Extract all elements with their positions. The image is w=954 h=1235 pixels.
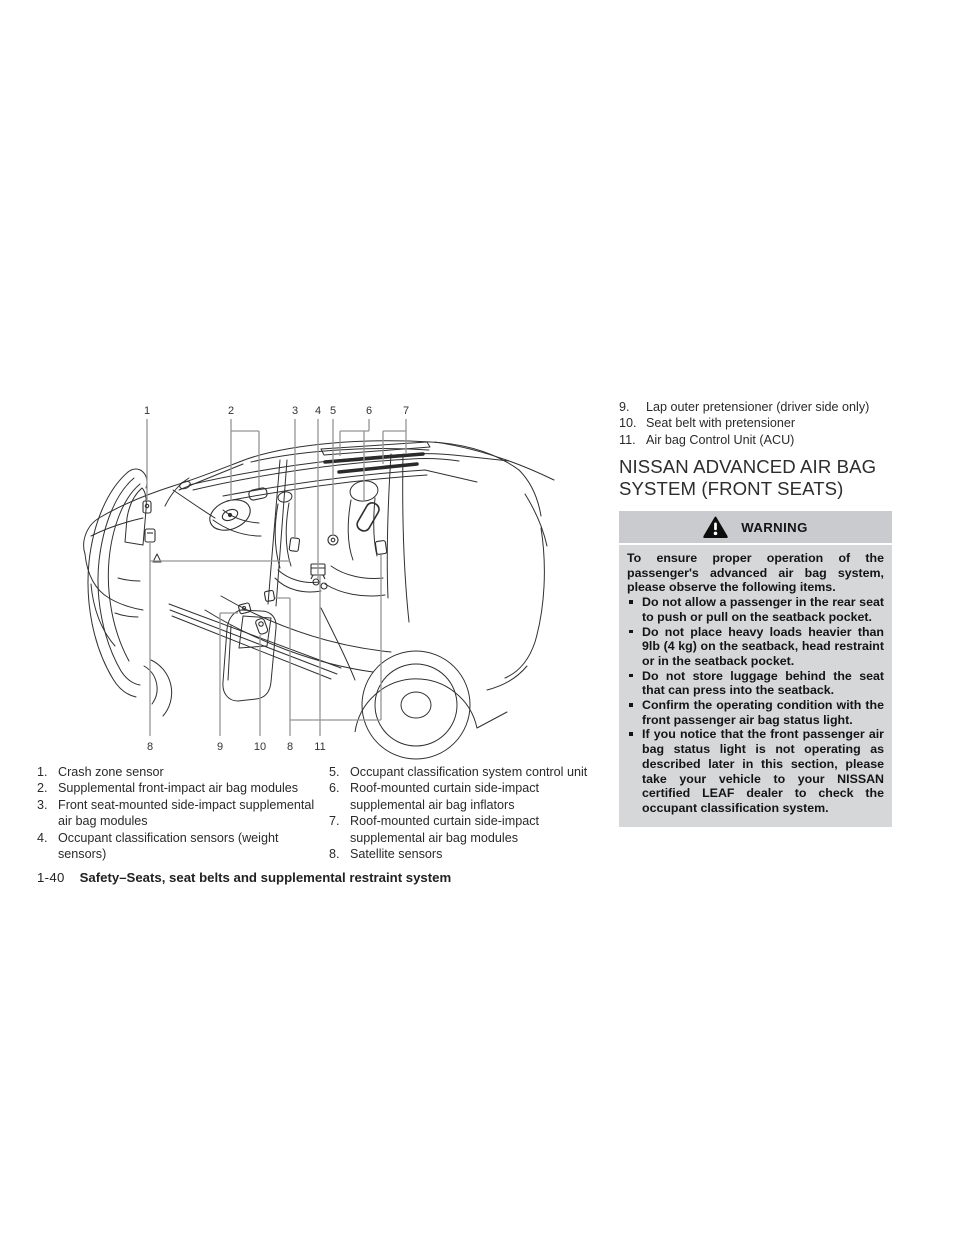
rear-door-open xyxy=(223,610,276,701)
legend-text: Crash zone sensor xyxy=(58,765,164,779)
legend-column-1 xyxy=(37,764,329,862)
callout-3: 3 xyxy=(291,405,299,417)
legend-item-1 xyxy=(37,764,329,780)
warning-bullet-3 xyxy=(627,669,884,698)
footer-section-title: Safety–Seats, seat belts and supplemental restraint system xyxy=(79,870,452,885)
warning-bullet-1 xyxy=(627,595,884,624)
legend-text: Roof-mounted curtain side-impact supplemental air bag inflators xyxy=(350,781,539,812)
warning-bullet-4 xyxy=(627,698,884,727)
bullet-text: Confirm the operating condition with the front passenger air bag status light. xyxy=(642,698,884,727)
legend-number: 3. xyxy=(37,797,48,812)
warning-box xyxy=(619,511,892,827)
rear-wheel xyxy=(355,651,477,759)
car-body xyxy=(84,441,554,728)
airbag-diagram-illustration xyxy=(73,398,560,764)
callout-10: 10 xyxy=(253,741,267,753)
callout-2: 2 xyxy=(227,405,235,417)
section-heading: NISSAN ADVANCED AIR BAG SYSTEM (FRONT SEATS) xyxy=(619,456,877,499)
warning-intro: To ensure proper operation of the passenger's advanced air bag system, please observe the following items. xyxy=(627,551,884,595)
callout-11: 11 xyxy=(314,741,326,753)
warning-header xyxy=(619,511,892,545)
legend-text: Satellite sensors xyxy=(350,847,443,862)
bullet-marker xyxy=(627,625,642,669)
legend-number: 9. xyxy=(619,400,630,414)
legend-item-4 xyxy=(37,830,329,863)
legend-text: Occupant classification sensors (weight sensors) xyxy=(58,830,279,862)
legend-item-6 xyxy=(329,780,597,813)
callout-7: 7 xyxy=(402,405,410,417)
legend-item-10 xyxy=(619,415,901,431)
legend-text: Occupant classification system control unit xyxy=(350,765,588,779)
callout-6: 6 xyxy=(365,405,373,417)
legend-item-3 xyxy=(37,797,329,830)
callout-1: 1 xyxy=(143,405,151,417)
legend-number: 10. xyxy=(619,416,637,431)
bullet-marker xyxy=(627,595,642,624)
legend-text: Lap outer pretensioner (driver side only) xyxy=(646,400,870,414)
legend-text: Front seat-mounted side-impact supplemental air bag modules xyxy=(58,797,315,829)
page-footer xyxy=(37,870,451,885)
warning-triangle-icon xyxy=(703,516,728,538)
legend-column-3 xyxy=(619,399,901,448)
legend-number: 8. xyxy=(329,847,340,862)
bullet-marker xyxy=(627,698,642,727)
bullet-marker xyxy=(627,727,642,815)
roof-rail-modules xyxy=(325,454,423,472)
legend-item-5 xyxy=(329,764,597,780)
page-number: 1-40 xyxy=(37,870,65,885)
callout-5: 5 xyxy=(329,405,337,417)
warning-title: WARNING xyxy=(741,519,808,535)
legend-text: Roof-mounted curtain side-impact supplemental air bag modules xyxy=(350,814,539,845)
legend-item-7 xyxy=(329,813,597,846)
warning-bullet-2 xyxy=(627,625,884,669)
bullet-marker xyxy=(627,669,642,698)
legend-number: 5. xyxy=(329,765,340,779)
legend-text: Seat belt with pretensioner xyxy=(646,416,796,431)
leader-lines xyxy=(147,419,406,736)
legend-item-2 xyxy=(37,780,329,796)
callout-9: 9 xyxy=(216,741,224,753)
warning-bullet-5 xyxy=(627,727,884,815)
bullet-text: Do not allow a passenger in the rear seat to push or pull on the seatback pocket. xyxy=(642,595,884,624)
bullet-text: Do not place heavy loads heavier than 9lb (4 kg) on the seatback, head restraint or in the seatback pocket. xyxy=(642,624,884,668)
legend-number: 7. xyxy=(329,814,340,829)
legend-column-2 xyxy=(329,764,597,862)
legend-number: 1. xyxy=(37,765,48,779)
legend-number: 4. xyxy=(37,830,48,845)
legend-item-11 xyxy=(619,432,901,448)
legend-text: Supplemental front-impact air bag modules xyxy=(58,781,299,796)
callout-8-left: 8 xyxy=(146,741,154,753)
callout-8-right: 8 xyxy=(286,741,294,753)
legend-text: Air bag Control Unit (ACU) xyxy=(646,432,795,447)
warning-body xyxy=(619,545,892,827)
legend-item-9 xyxy=(619,399,901,415)
legend-number: 6. xyxy=(329,781,340,796)
legend-number: 2. xyxy=(37,781,48,796)
bullet-text: Do not store luggage behind the seat that can press into the seatback. xyxy=(642,668,884,698)
legend-number: 11. xyxy=(619,432,636,447)
legend-item-8 xyxy=(329,846,597,862)
bullet-text: If you notice that the front passenger air bag status light is not operating as described later in this section, please take your vehicle to your NISSAN certified LEAF dealer to check the occupant classification system. xyxy=(642,727,884,815)
callout-4: 4 xyxy=(314,405,322,417)
